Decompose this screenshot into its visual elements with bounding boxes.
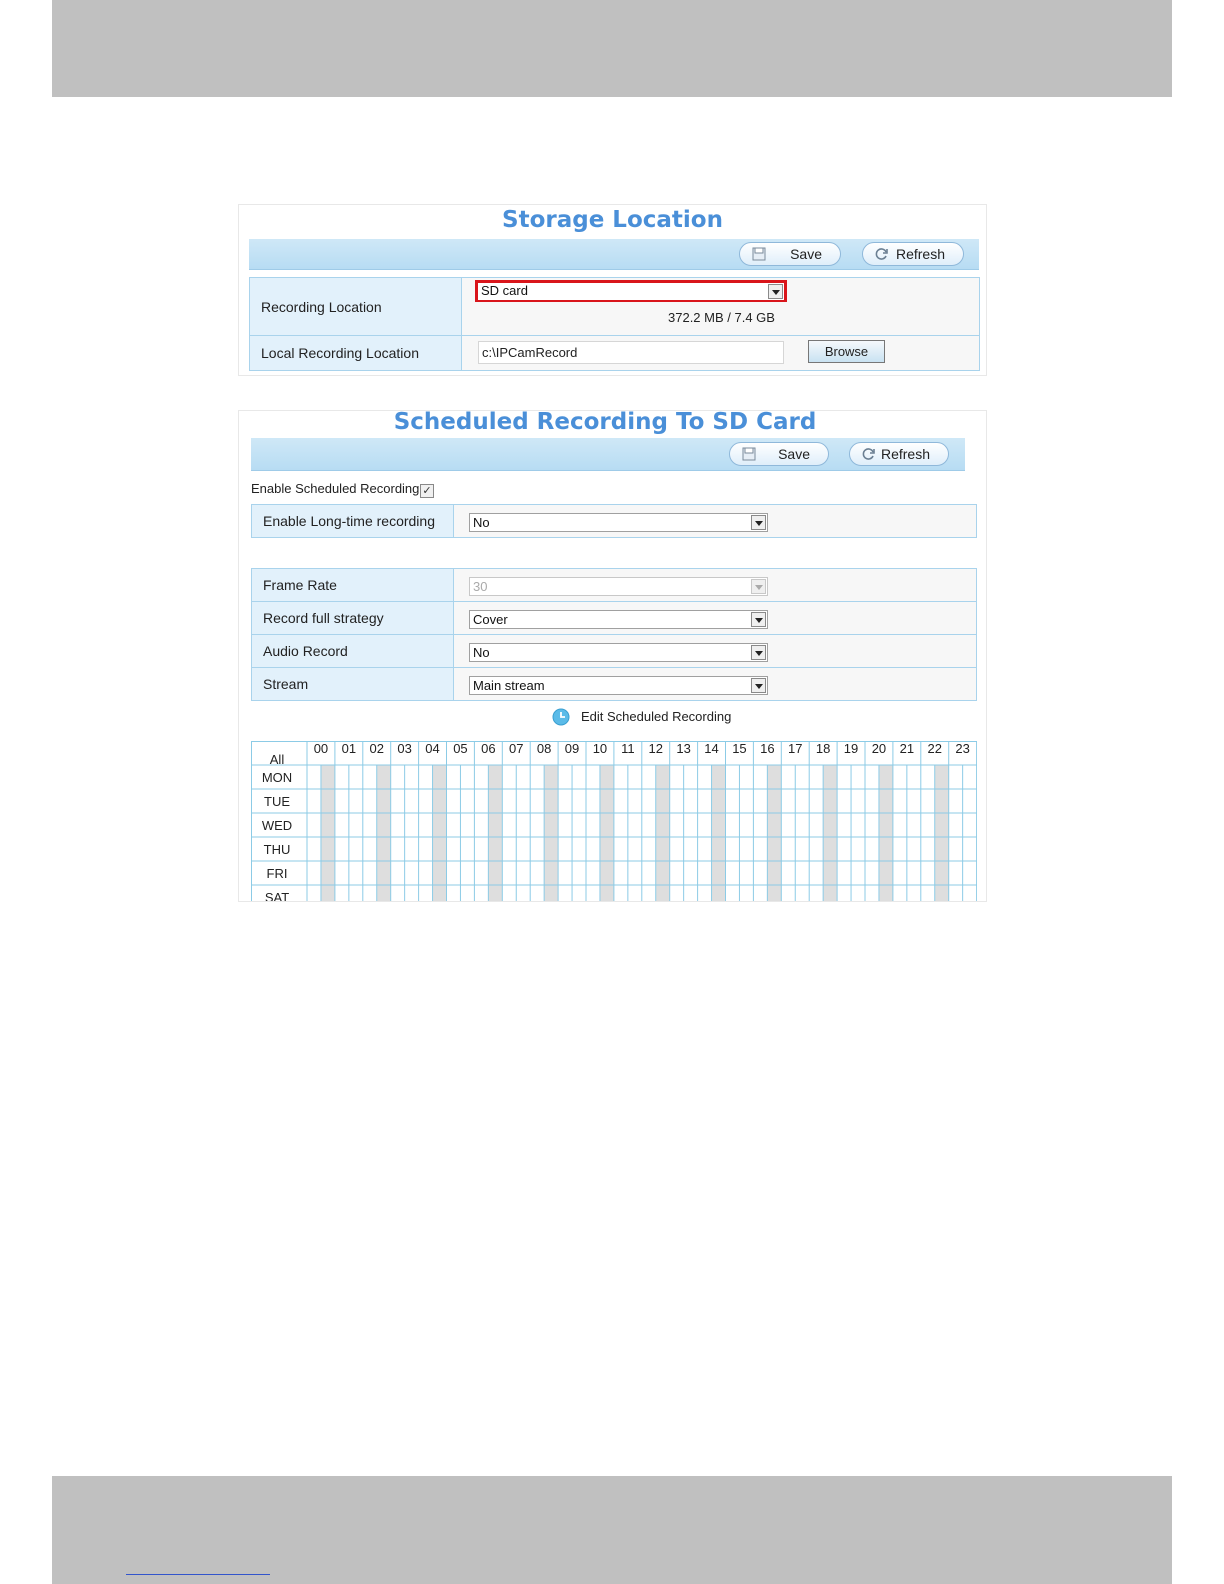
chevron-down-icon[interactable] — [751, 678, 766, 693]
browse-button[interactable] — [808, 340, 885, 363]
day-label-sat[interactable]: SAT — [264, 890, 290, 902]
edit-scheduled-label: Edit Scheduled Recording — [581, 709, 732, 724]
schedule-toolbar — [251, 438, 965, 471]
long-time-label: Enable Long-time recording — [252, 505, 454, 538]
scheduled-recording-title: Scheduled Recording To SD Card — [393, 410, 817, 435]
hour-label-02[interactable]: 02 — [369, 741, 384, 756]
grid-shade — [321, 765, 335, 902]
grid-shade — [712, 765, 726, 902]
storage-form — [249, 277, 980, 371]
local-recording-value: c:\IPCamRecord — [482, 345, 578, 360]
storage-toolbar — [249, 239, 979, 270]
hour-label-20[interactable]: 20 — [871, 741, 887, 756]
record-full-label: Record full strategy — [252, 602, 454, 635]
record-full-select[interactable] — [469, 610, 768, 629]
hour-label-05[interactable]: 05 — [453, 741, 468, 756]
footer-link[interactable] — [126, 1560, 270, 1575]
refresh-icon — [875, 247, 889, 261]
refresh-icon — [862, 447, 876, 461]
day-label-thu[interactable]: THU — [263, 842, 291, 857]
long-time-value: No — [473, 515, 490, 530]
recording-options-form — [251, 568, 977, 701]
schedule-refresh-button[interactable] — [849, 442, 949, 466]
hour-label-17[interactable]: 17 — [788, 741, 803, 756]
hour-label-00[interactable]: 00 — [313, 741, 329, 756]
long-time-select[interactable] — [469, 513, 768, 532]
stream-select[interactable] — [469, 676, 768, 695]
recording-location-select[interactable] — [478, 283, 784, 300]
hour-label-04[interactable]: 04 — [425, 741, 440, 756]
grid-shade — [656, 765, 670, 902]
hour-label-23[interactable]: 23 — [955, 741, 970, 756]
grid-shade — [600, 765, 614, 902]
schedule-save-label: Save — [778, 446, 810, 462]
chevron-down-icon[interactable] — [751, 612, 766, 627]
schedule-grid[interactable] — [251, 741, 977, 902]
browse-label: Browse — [824, 344, 869, 359]
chevron-down-icon — [751, 579, 766, 594]
hour-label-15[interactable]: 15 — [732, 741, 747, 756]
record-full-value: Cover — [473, 612, 508, 627]
long-time-form — [251, 504, 977, 538]
local-recording-input[interactable] — [478, 341, 784, 364]
grid-shade — [488, 765, 502, 902]
hour-label-08[interactable]: 08 — [536, 741, 552, 756]
scheduled-recording-panel — [238, 410, 987, 902]
frame-rate-label: Frame Rate — [252, 569, 454, 602]
grid-shade — [433, 765, 447, 902]
enable-scheduled-label: Enable Scheduled Recording — [251, 481, 420, 496]
day-label-wed[interactable]: WED — [261, 818, 293, 833]
hour-label-21[interactable]: 21 — [899, 741, 915, 756]
grid-shade — [767, 765, 781, 902]
hour-label-19[interactable]: 19 — [843, 741, 859, 756]
stream-value: Main stream — [473, 678, 545, 693]
hour-label-01[interactable]: 01 — [341, 741, 357, 756]
page-header-band — [52, 0, 1172, 97]
recording-location-value: SD card — [481, 283, 528, 298]
grid-shade — [377, 765, 391, 902]
audio-record-label: Audio Record — [252, 635, 454, 668]
storage-location-panel — [238, 204, 987, 376]
audio-record-select[interactable] — [469, 643, 768, 662]
hour-label-07[interactable]: 07 — [509, 741, 524, 756]
day-label-fri[interactable]: FRI — [266, 866, 288, 881]
schedule-save-button[interactable] — [729, 442, 829, 466]
storage-save-button[interactable] — [739, 242, 841, 266]
storage-refresh-button[interactable] — [862, 242, 964, 266]
stream-label: Stream — [252, 668, 454, 701]
hour-label-13[interactable]: 13 — [676, 741, 691, 756]
schedule-refresh-label: Refresh — [880, 446, 930, 462]
frame-rate-select — [469, 577, 768, 596]
day-label-tue[interactable]: TUE — [264, 794, 290, 809]
save-icon — [752, 247, 766, 261]
grid-shade — [823, 765, 837, 902]
hour-label-11[interactable]: 11 — [621, 741, 635, 756]
hour-label-06[interactable]: 06 — [481, 741, 496, 756]
day-label-mon[interactable]: MON — [261, 770, 293, 785]
storage-capacity: 372.2 MB / 7.4 GB — [668, 310, 775, 325]
hour-label-10[interactable]: 10 — [592, 741, 608, 756]
recording-location-label: Recording Location — [250, 278, 462, 336]
grid-shade — [544, 765, 558, 902]
hour-label-09[interactable]: 09 — [564, 741, 580, 756]
schedule-grid-svg[interactable] — [251, 741, 977, 902]
all-label[interactable]: All — [269, 752, 285, 767]
hour-label-16[interactable]: 16 — [760, 741, 775, 756]
grid-shade — [879, 765, 893, 902]
storage-location-title: Storage Location — [502, 207, 723, 233]
chevron-down-icon[interactable] — [751, 645, 766, 660]
clock-icon — [552, 708, 570, 726]
grid-shade — [935, 765, 949, 902]
local-recording-label: Local Recording Location — [250, 336, 462, 371]
hour-label-03[interactable]: 03 — [397, 741, 412, 756]
hour-label-22[interactable]: 22 — [927, 741, 942, 756]
save-icon — [742, 447, 756, 461]
storage-save-label: Save — [790, 246, 822, 262]
enable-scheduled-checkbox[interactable]: ✓ — [420, 484, 434, 498]
chevron-down-icon[interactable] — [768, 284, 783, 299]
hour-label-12[interactable]: 12 — [648, 741, 663, 756]
chevron-down-icon[interactable] — [751, 515, 766, 530]
storage-refresh-label: Refresh — [895, 246, 945, 262]
audio-record-value: No — [473, 645, 490, 660]
hour-label-18[interactable]: 18 — [815, 741, 831, 756]
frame-rate-value: 30 — [473, 579, 488, 594]
hour-label-14[interactable]: 14 — [704, 741, 719, 756]
